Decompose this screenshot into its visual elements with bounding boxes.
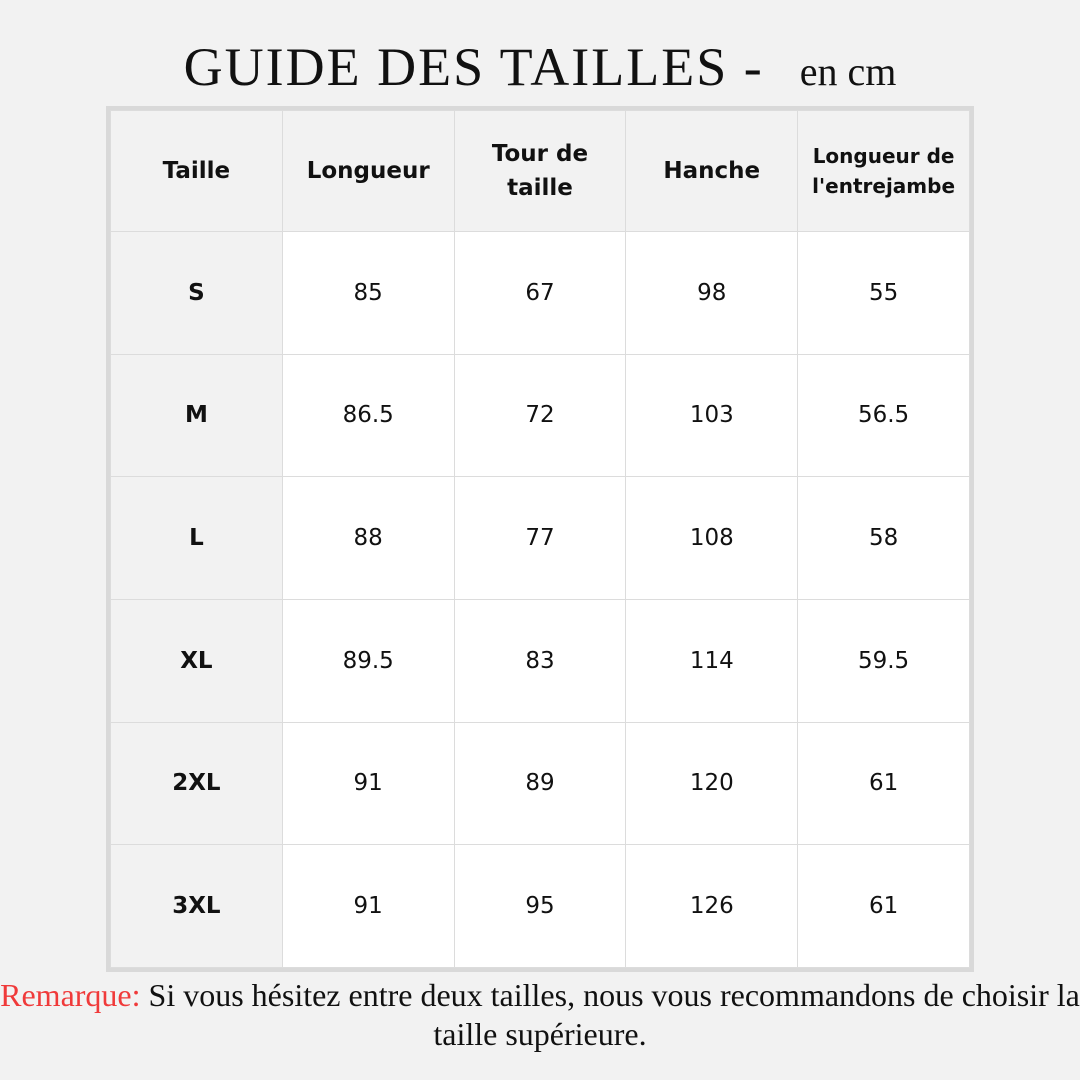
value-cell: 120 (626, 722, 798, 845)
value-cell: 72 (454, 354, 626, 477)
value-cell: 55 (798, 232, 970, 355)
value-cell: 67 (454, 232, 626, 355)
value-cell: 56.5 (798, 354, 970, 477)
table-row (111, 354, 970, 477)
table-row (111, 722, 970, 845)
value-cell: 83 (454, 599, 626, 722)
value-cell: 91 (282, 845, 454, 968)
note-label: Remarque: (0, 977, 141, 1013)
size-cell: S (111, 232, 283, 355)
header-hanche: Hanche (626, 111, 798, 232)
size-table-container (106, 106, 974, 972)
size-cell: 2XL (111, 722, 283, 845)
value-cell: 91 (282, 722, 454, 845)
header-taille: Taille (111, 111, 283, 232)
size-cell: L (111, 477, 283, 600)
size-cell: M (111, 354, 283, 477)
value-cell: 61 (798, 845, 970, 968)
table-row (111, 477, 970, 600)
value-cell: 58 (798, 477, 970, 600)
table-header-row (111, 111, 970, 232)
value-cell: 103 (626, 354, 798, 477)
size-cell: 3XL (111, 845, 283, 968)
value-cell: 85 (282, 232, 454, 355)
note-text: Si vous hésitez entre deux tailles, nous vous recommandons de choisir la taille supérieure. (140, 977, 1080, 1052)
value-cell: 77 (454, 477, 626, 600)
table-row (111, 845, 970, 968)
size-table (110, 110, 970, 968)
value-cell: 89 (454, 722, 626, 845)
header-entrejambe: Longueur de l'entrejambe (798, 111, 970, 232)
header-longueur: Longueur (282, 111, 454, 232)
value-cell: 108 (626, 477, 798, 600)
value-cell: 59.5 (798, 599, 970, 722)
table-row (111, 232, 970, 355)
size-cell: XL (111, 599, 283, 722)
value-cell: 98 (626, 232, 798, 355)
value-cell: 114 (626, 599, 798, 722)
page-title (0, 36, 1080, 98)
value-cell: 88 (282, 477, 454, 600)
note (0, 976, 1080, 1054)
header-tour-de-taille: Tour de taille (454, 111, 626, 232)
table-row (111, 599, 970, 722)
title-main: GUIDE DES TAILLES - (183, 37, 764, 97)
value-cell: 86.5 (282, 354, 454, 477)
value-cell: 61 (798, 722, 970, 845)
value-cell: 126 (626, 845, 798, 968)
value-cell: 95 (454, 845, 626, 968)
value-cell: 89.5 (282, 599, 454, 722)
title-unit: en cm (799, 49, 897, 94)
